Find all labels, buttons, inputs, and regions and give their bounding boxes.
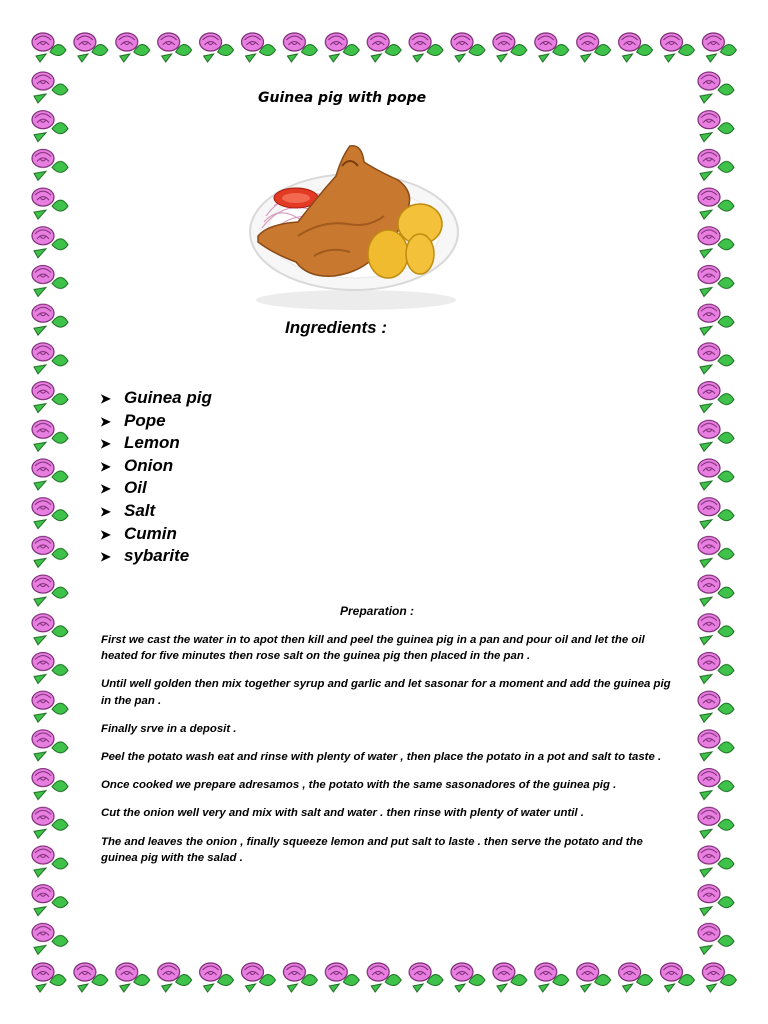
ingredient-label: Lemon	[124, 433, 180, 453]
ingredient-label: Pope	[124, 410, 166, 430]
ingredient-label: Onion	[124, 455, 174, 475]
preparation-paragraph: Cut the onion well very and mix with salt and water . then rinse with plenty of water until .	[101, 807, 584, 820]
arrowhead-bullet-icon: ➤	[100, 458, 111, 474]
floral-border-bottom	[28, 956, 740, 996]
arrowhead-bullet-icon: ➤	[100, 526, 111, 542]
floral-border-top	[28, 26, 740, 66]
recipe-title: Guinea pig with pope	[258, 90, 427, 106]
list-item	[100, 432, 212, 455]
list-item	[100, 477, 212, 500]
ingredient-label: Guinea pig	[124, 388, 212, 407]
ingredients-list	[100, 387, 212, 568]
preparation-paragraph: Once cooked we prepare adresamos , the potato with the same sasonadores of the guinea pig .	[101, 779, 617, 792]
list-item	[100, 410, 212, 433]
ingredient-label: Cumin	[124, 523, 177, 543]
arrowhead-bullet-icon: ➤	[100, 481, 111, 497]
ingredient-label: sybarite	[124, 546, 190, 566]
ingredients-heading: Ingredients :	[285, 318, 388, 337]
preparation-paragraph: Peel the potato wash eat and rinse with plenty of water , then place the potato in a pot and salt to taste .	[101, 751, 662, 764]
preparation-paragraph: Finally srve in a deposit .	[101, 722, 237, 735]
ingredient-label: Salt	[124, 500, 156, 520]
arrowhead-bullet-icon: ➤	[100, 549, 111, 565]
list-item	[100, 545, 212, 568]
preparation-paragraph: Until well golden then mix together syrup and garlic and let sasonar for a moment and add the guinea pig in the pan .	[101, 678, 671, 707]
arrowhead-bullet-icon: ➤	[100, 413, 111, 429]
ingredient-label: Oil	[124, 478, 147, 498]
preparation-paragraph: First we cast the water in to apot then kill and peel the guinea pig in a pan and pour oil and let the oil heated for five minutes then rose salt on the guinea pig then placed in the pan .	[101, 634, 645, 663]
list-item	[100, 500, 212, 523]
preparation-heading: Preparation :	[340, 604, 415, 618]
arrowhead-bullet-icon: ➤	[100, 436, 111, 452]
preparation-paragraph: The and leaves the onion , finally squeeze lemon and put salt to laste . then serve the potato and the guinea pig with the salad .	[101, 835, 643, 864]
list-item	[100, 387, 212, 410]
preparation-steps	[101, 632, 671, 878]
arrowhead-bullet-icon: ➤	[100, 391, 111, 406]
list-item	[100, 523, 212, 546]
arrowhead-bullet-icon: ➤	[100, 503, 111, 519]
list-item	[100, 455, 212, 478]
floral-border-right	[694, 66, 738, 956]
floral-border-left	[28, 66, 72, 956]
dish-photo	[238, 136, 470, 312]
